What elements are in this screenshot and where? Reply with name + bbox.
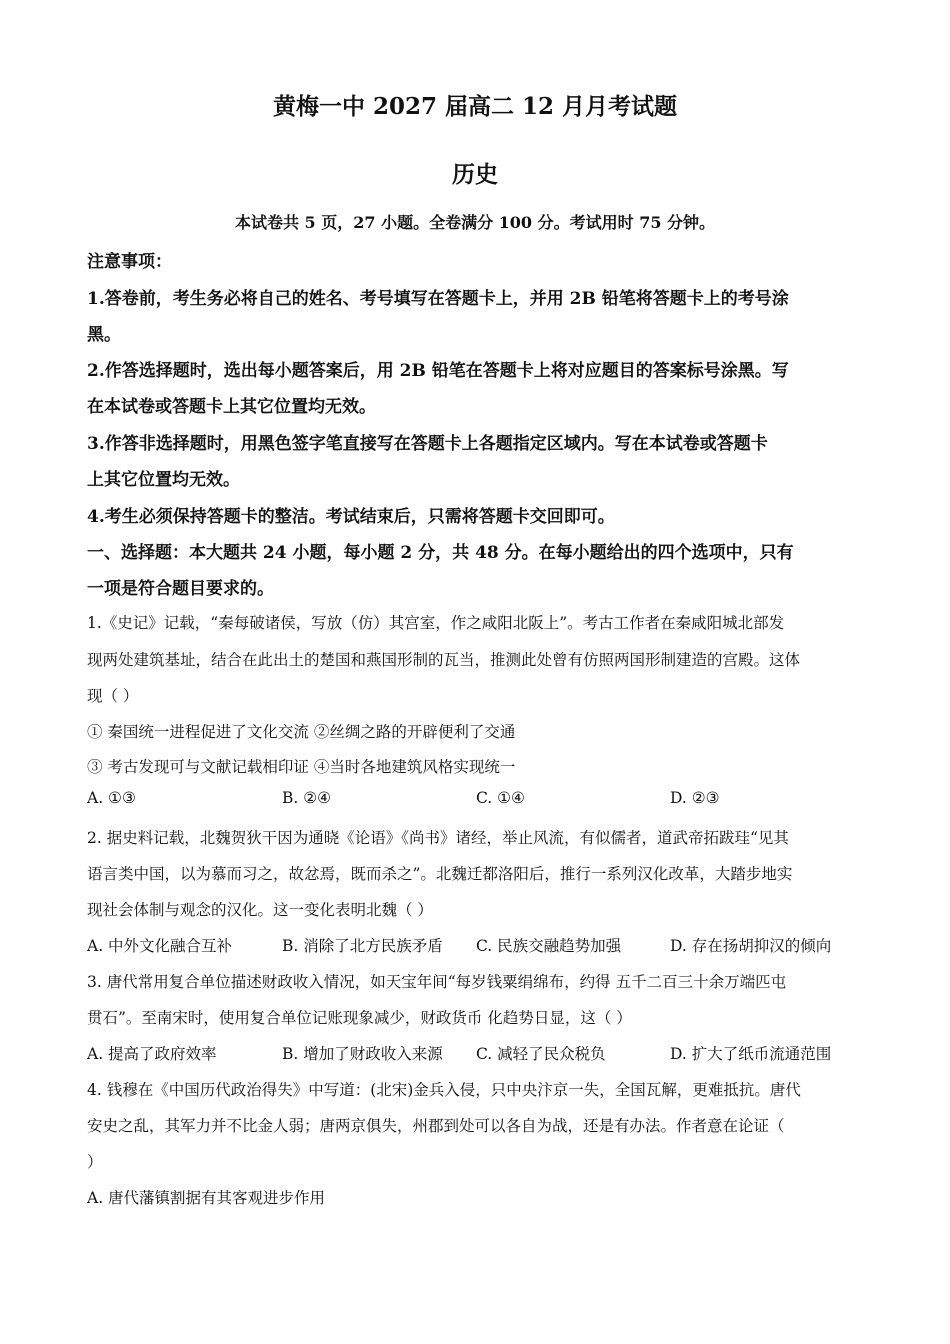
question-text: ） xyxy=(87,1153,103,1171)
option-a: A. 提高了政府效率 xyxy=(87,1045,217,1063)
option-b: B. ②④ xyxy=(282,789,332,807)
exam-title: 黄梅一中 2027 届高二 12 月月考试题 xyxy=(272,93,678,120)
option-d: D. 扩大了纸币流通范围 xyxy=(670,1045,832,1063)
option-d: D. 存在扬胡抑汉的倾向 xyxy=(670,937,832,955)
option-d: D. ②③ xyxy=(670,789,720,807)
notes-heading: 注意事项： xyxy=(87,252,172,272)
notes-line: 3.作答非选择题时，用黑色签字笔直接写在答题卡上各题指定区域内。写在本试卷或答题卡 xyxy=(87,434,768,454)
option-c: C. 民族交融趋势加强 xyxy=(476,937,622,955)
exam-intro: 本试卷共 5 页，27 小题。全卷满分 100 分。考试用时 75 分钟。 xyxy=(234,213,716,232)
question-text: 语言类中国，以为慕而习之，故忿焉，既而杀之”。北魏迁都洛阳后，推行一系列汉化改革，大踏步地实 xyxy=(87,865,793,883)
option-a: A. ①③ xyxy=(87,789,136,807)
section-heading: 一项是符合题目要求的。 xyxy=(87,579,274,599)
section-heading: 一、选择题：本大题共 24 小题，每小题 2 分，共 48 分。在每小题给出的四个选项中，只有 xyxy=(87,543,794,563)
question-text: 现两处建筑基址，结合在此出土的楚国和燕国形制的瓦当，推测此处曾有仿照两国形制建造的宫殿。这体 xyxy=(87,651,801,669)
option-a: A. 中外文化融合互补 xyxy=(87,937,233,955)
question-text: 现社会体制与观念的汉化。这一变化表明北魏（ ） xyxy=(87,901,433,919)
notes-line: 上其它位置均无效。 xyxy=(87,470,240,490)
option-c: C. 减轻了民众税负 xyxy=(476,1045,606,1063)
question-statement: ① 秦国统一进程促进了文化交流 ②丝绸之路的开辟便利了交通 xyxy=(87,723,516,741)
question-text: 1.《史记》记载，“秦每破诸侯，写放（仿）其宫室，作之咸阳北阪上”。考古工作者在秦咸阳城北部发 xyxy=(87,614,785,632)
notes-line: 黑。 xyxy=(87,325,121,345)
option-c: C. ①④ xyxy=(476,789,525,807)
notes-line: 4.考生必须保持答题卡的整洁。考试结束后，只需将答题卡交回即可。 xyxy=(87,507,615,527)
question-statement: ③ 考古发现可与文献记载相印证 ④当时各地建筑风格实现统一 xyxy=(87,758,516,776)
notes-line: 2.作答选择题时，选出每小题答案后，用 2B 铅笔在答题卡上将对应题目的答案标号涂黑。写 xyxy=(87,361,789,381)
question-text: 安史之乱，其军力并不比金人弱；唐两京俱失，州郡到处可以各自为战，还是有办法。作者意在论证（ xyxy=(87,1117,785,1135)
option-b: B. 增加了财政收入来源 xyxy=(282,1045,443,1063)
option-b: B. 消除了北方民族矛盾 xyxy=(282,937,443,955)
question-text: 3. 唐代常用复合单位描述财政收入情况，如天宝年间“每岁钱粟绢绵布，约得 五千二百三十余万端匹屯 xyxy=(87,973,787,991)
subject-title: 历史 xyxy=(452,161,498,188)
notes-line: 在本试卷或答题卡上其它位置均无效。 xyxy=(87,397,376,417)
question-text: 4. 钱穆在《中国历代政治得失》中写道：(北宋)金兵入侵，只中央汴京一失，全国瓦解，更难抵抗。唐代 xyxy=(87,1081,801,1099)
question-text: 2. 据史料记载，北魏贺狄干因为通晓《论语》《尚书》诸经，举止风流，有似儒者，道武帝拓跋珪“见其 xyxy=(87,829,789,847)
question-text: 现（ ） xyxy=(87,687,139,705)
option-a: A. 唐代藩镇割据有其客观进步作用 xyxy=(87,1189,326,1207)
question-text: 贯石”。至南宋时，使用复合单位记账现象减少，财政货币 化趋势日显，这（ ） xyxy=(87,1009,632,1027)
notes-line: 1.答卷前，考生务必将自己的姓名、考号填写在答题卡上，并用 2B 铅笔将答题卡上的考号涂 xyxy=(87,289,789,309)
